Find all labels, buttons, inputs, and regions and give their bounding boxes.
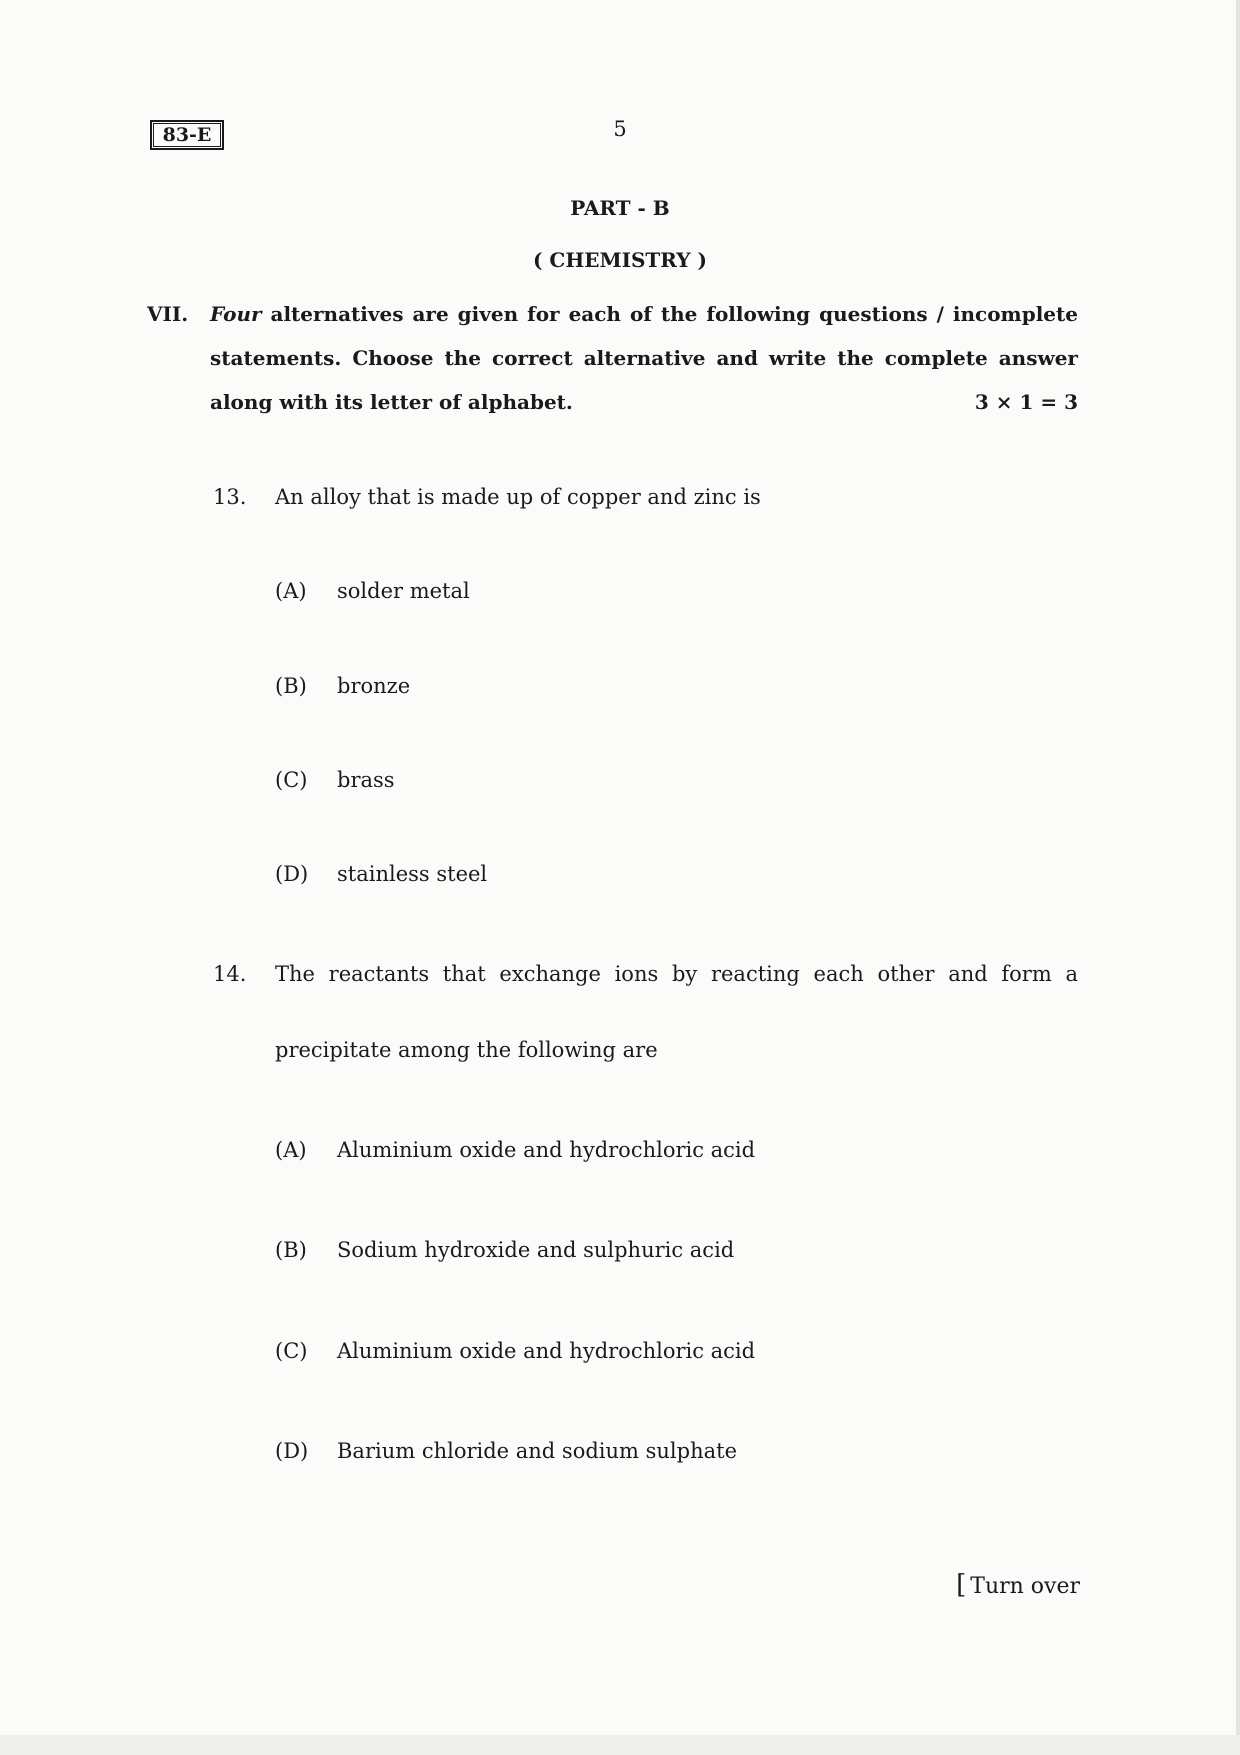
question-number: 14. (213, 962, 247, 986)
instruction-word: the (444, 346, 481, 370)
question-number: 13. (213, 485, 247, 509)
option-text: stainless steel (337, 862, 488, 886)
question-word: by (671, 962, 698, 986)
instruction-word: for (527, 302, 560, 326)
option-letter: (A) (275, 579, 307, 603)
option-text: Sodium hydroxide and sulphuric acid (337, 1238, 735, 1262)
instruction-word: are (412, 302, 449, 326)
option-text: brass (337, 768, 395, 792)
option-letter: (B) (275, 674, 307, 698)
section-number: VII. (147, 302, 189, 326)
question-word: form (1001, 962, 1052, 986)
option-letter: (D) (275, 1439, 309, 1463)
scan-edge-right (1236, 0, 1240, 1755)
option-text: bronze (337, 674, 411, 698)
option-letter: (B) (275, 1238, 307, 1262)
question-text-line-1 (275, 962, 1078, 986)
instruction-word: write (768, 346, 827, 370)
instruction-word: / (936, 302, 944, 326)
instruction-word: statements. (210, 346, 342, 370)
instruction-word: given (457, 302, 519, 326)
instruction-line-1 (210, 302, 1078, 326)
option-text: Aluminium oxide and hydrochloric acid (337, 1339, 756, 1363)
instruction-word: Four (210, 302, 262, 326)
question-word: each (813, 962, 864, 986)
question-word: a (1065, 962, 1078, 986)
option-letter: (A) (275, 1138, 307, 1162)
instruction-word: complete (884, 346, 988, 370)
paper-code: 83-E (150, 120, 224, 150)
question-word: reactants (328, 962, 430, 986)
instruction-word: the (660, 302, 698, 326)
scan-edge-bottom (0, 1735, 1240, 1755)
option-letter: (C) (275, 768, 308, 792)
question-word: that (442, 962, 486, 986)
question-word: reacting (710, 962, 800, 986)
option-text: solder metal (337, 579, 470, 603)
page-number: 5 (613, 117, 627, 141)
part-title: PART - B (570, 196, 670, 220)
question-word: ions (614, 962, 659, 986)
instruction-word: each (568, 302, 621, 326)
instruction-word: answer (998, 346, 1078, 370)
instruction-word: the (837, 346, 874, 370)
option-text: Barium chloride and sodium sulphate (337, 1439, 737, 1463)
option-letter: (C) (275, 1339, 308, 1363)
instruction-word: alternatives (270, 302, 404, 326)
instruction-word: questions (819, 302, 928, 326)
subject-title: ( CHEMISTRY ) (532, 248, 707, 272)
question-text: An alloy that is made up of copper and zinc is (275, 485, 761, 509)
instruction-word: Choose (352, 346, 434, 370)
instruction-word: and (716, 346, 758, 370)
turn-over-text: Turn over (970, 1574, 1080, 1599)
instruction-word: of (629, 302, 652, 326)
option-letter: (D) (275, 862, 309, 886)
instruction-word: correct (491, 346, 573, 370)
question-word: and (948, 962, 988, 986)
turn-over-note (956, 1570, 1080, 1600)
turn-over-bracket: [ (956, 1570, 967, 1600)
instruction-word: alternative (583, 346, 706, 370)
question-word: The (275, 962, 315, 986)
marks-allocation: 3 × 1 = 3 (974, 390, 1078, 414)
instruction-word: following (706, 302, 811, 326)
option-text: Aluminium oxide and hydrochloric acid (337, 1138, 756, 1162)
question-word: other (877, 962, 935, 986)
instruction-word: incomplete (952, 302, 1078, 326)
instruction-line-2 (210, 346, 1078, 370)
instruction-line-3: along with its letter of alphabet. (210, 390, 573, 414)
question-word: exchange (499, 962, 601, 986)
question-text-line-2: precipitate among the following are (275, 1038, 658, 1062)
